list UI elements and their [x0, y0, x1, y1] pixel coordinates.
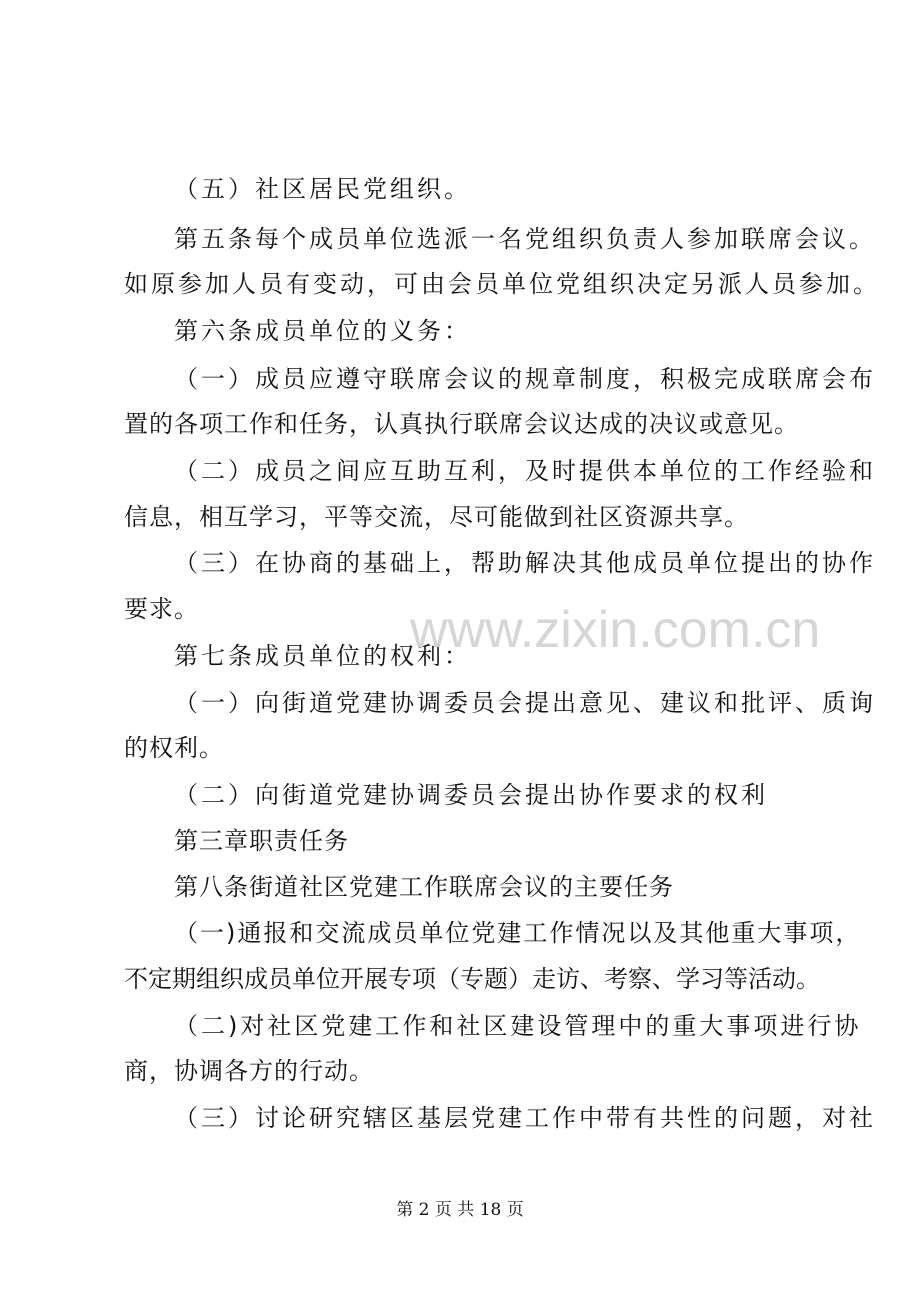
text-line: 置的各项工作和任务，认真执行联席会议达成的决议或意见。 [124, 410, 799, 438]
text-line: 如原参加人员有变动，可由会员单位党组织决定另派人员参加。 [124, 270, 880, 298]
text-line: 第三章职责任务 [174, 827, 349, 855]
text-line: 第七条成员单位的权利： [174, 642, 471, 670]
text-line: 商，协调各方的行动。 [124, 1057, 374, 1085]
text-line: （一)通报和交流成员单位党建工作情况以及其他重大事项， [174, 919, 862, 947]
text-line: （二)对社区党建工作和社区建设管理中的重大事项进行协 [174, 1012, 862, 1040]
text-line: （二）向街道党建协调委员会提出协作要求的权利 [174, 781, 768, 809]
text-line: （一）成员应遵守联席会议的规章制度，积极完成联席会布 [174, 365, 876, 393]
text-line: 的权利。 [124, 734, 224, 762]
text-line: 第五条每个成员单位选派一名党组织负责人参加联席会议。 [174, 225, 876, 253]
text-line: 第六条成员单位的义务： [174, 317, 471, 345]
text-line: 第八条街道社区党建工作联席会议的主要任务 [174, 873, 674, 901]
text-line: （五）社区居民党组织。 [174, 175, 471, 203]
text-line: （一）向街道党建协调委员会提出意见、建议和批评、质询 [174, 689, 876, 717]
text-line: 要求。 [124, 595, 199, 623]
text-line: （三）在协商的基础上，帮助解决其他成员单位提出的协作 [174, 549, 876, 577]
watermark: www.zixin.com.cn [410, 601, 821, 659]
text-line: （二）成员之间应互助互利，及时提供本单位的工作经验和 [174, 457, 876, 485]
page-footer: 第 2 页 共 18 页 [396, 1200, 524, 1220]
text-line: 不定期组织成员单位开展专项（专题）走访、考察、学习等活动。 [124, 965, 820, 993]
text-line: （三）讨论研究辖区基层党建工作中带有共性的问题，对社 [174, 1104, 876, 1132]
text-line: 信息，相互学习，平等交流，尽可能做到社区资源共享。 [124, 503, 749, 531]
